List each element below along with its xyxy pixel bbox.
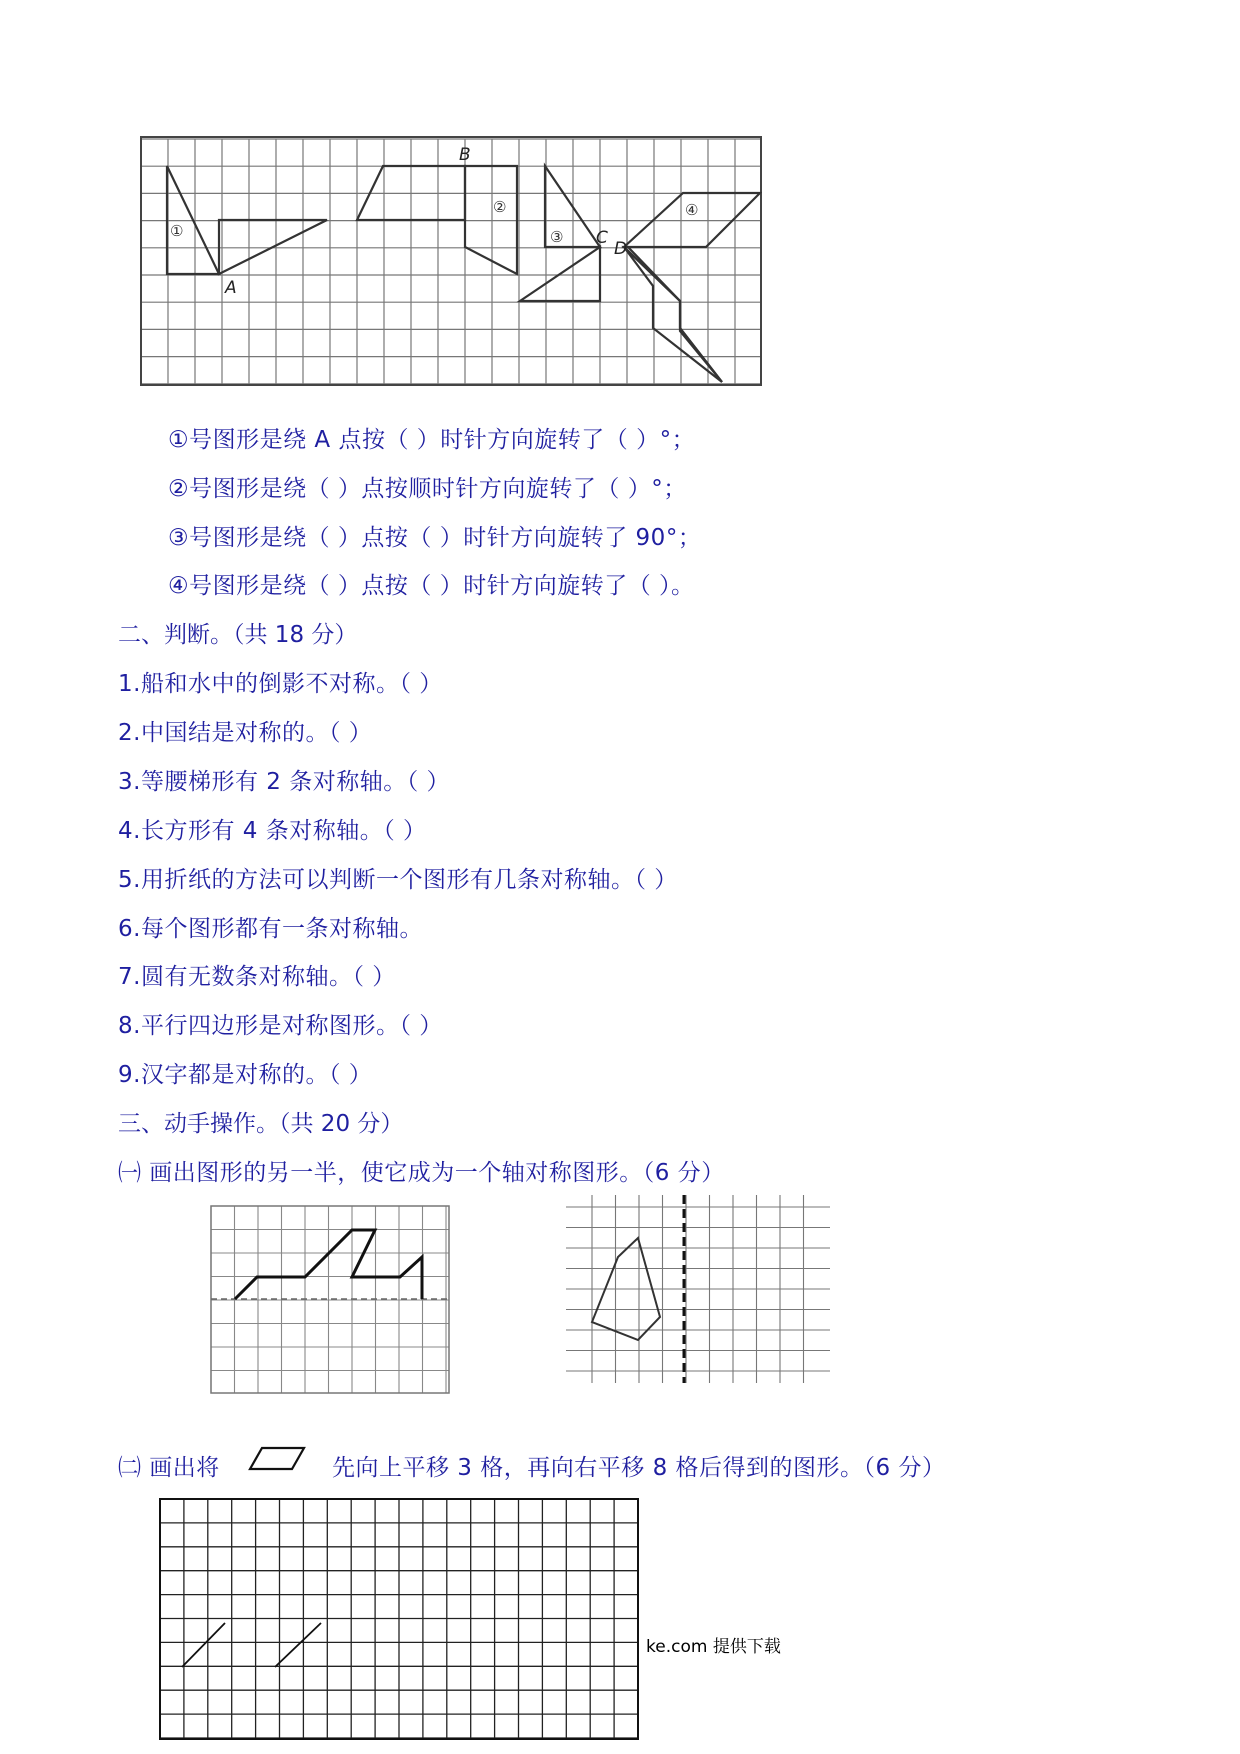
judgement-item-1: 1.船和水中的倒影不对称。（ ） (118, 671, 443, 697)
judgement-item-8: 8.平行四边形是对称图形。（ ） (118, 1013, 443, 1039)
shape-3-label: ③ (550, 228, 564, 246)
judgement-item-7: 7.圆有无数条对称轴。（ ） (118, 964, 396, 990)
label-C: C (596, 228, 608, 248)
watermark-text: ke.com 提供下载 (646, 1637, 781, 1657)
shape-original-A-polygon (219, 220, 327, 274)
judgement-item-3: 3.等腰梯形有 2 条对称轴。（ ） (118, 769, 451, 795)
question-1-1: ①号图形是绕 A 点按（ ）时针方向旋转了（ ）°； (168, 427, 696, 453)
section-3-part-1: ㈠ 画出图形的另一半，使它成为一个轴对称图形。（6 分） (118, 1160, 725, 1186)
question-1-2: ②号图形是绕（ ）点按顺时针方向旋转了（ ）°； (168, 476, 687, 502)
symmetry-grid-right (566, 1195, 848, 1385)
symmetry-grid-left (210, 1205, 452, 1397)
section-2-title: 二、判断。（共 18 分） (118, 622, 358, 648)
rotation-grid-figure (140, 136, 762, 390)
judgement-item-4: 4.长方形有 4 条对称轴。（ ） (118, 818, 427, 844)
judgement-item-6: 6.每个图形都有一条对称轴。 (118, 916, 423, 942)
parallelogram-grid-1 (182, 1623, 225, 1667)
parallelogram-icon (248, 1445, 308, 1473)
section-3-title: 三、动手操作。（共 20 分） (118, 1111, 404, 1137)
judgement-item-2: 2.中国结是对称的。（ ） (118, 720, 373, 746)
shape-1-label: ① (170, 222, 184, 240)
label-D: D (614, 239, 628, 259)
shape-4-label: ④ (685, 201, 699, 219)
translation-grid (158, 1497, 642, 1745)
question-1-3: ③号图形是绕（ ）点按（ ）时针方向旋转了 90°； (168, 525, 702, 551)
label-A: A (225, 278, 237, 298)
question-1-4: ④号图形是绕（ ）点按（ ）时针方向旋转了（ ）。 (168, 573, 695, 599)
label-B: B (459, 145, 471, 165)
judgement-item-9: 9.汉字都是对称的。（ ） (118, 1062, 373, 1088)
shape-original-C-polygon (520, 247, 600, 301)
parallelogram-grid-2 (275, 1623, 321, 1667)
section-3-part-2-suffix: 先向上平移 3 格，再向右平移 8 格后得到的图形。（6 分） (332, 1455, 946, 1481)
judgement-item-5: 5.用折纸的方法可以判断一个图形有几条对称轴。（ ） (118, 867, 678, 893)
section-3-part-2-prefix: ㈡ 画出将 (118, 1455, 220, 1481)
shape-2-label: ② (493, 198, 507, 216)
